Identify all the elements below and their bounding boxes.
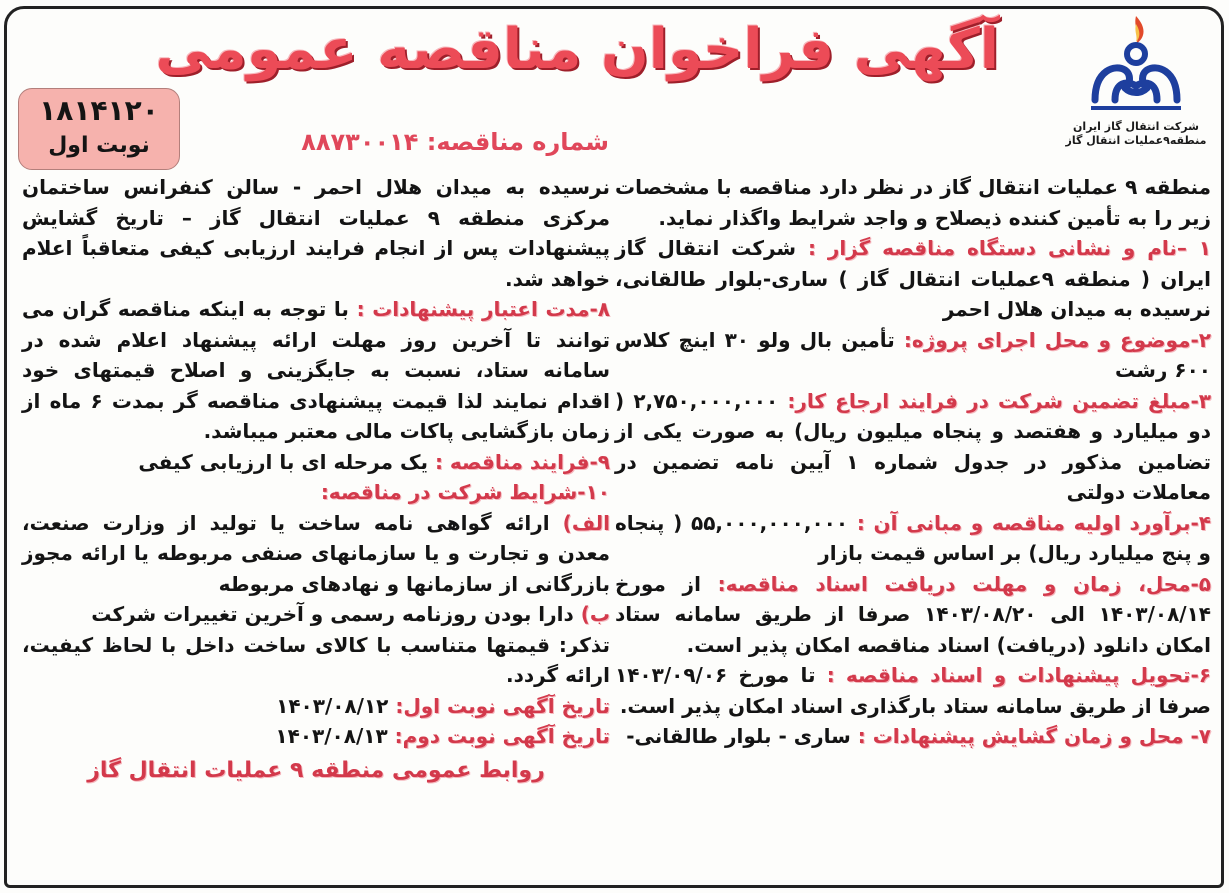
org-logo-block bbox=[1061, 10, 1211, 170]
section-9-label: ۹-فرایند مناقصه : bbox=[434, 449, 610, 474]
section-7-text: ساری - بلوار طالقانی- bbox=[626, 724, 858, 748]
section-10b-label: ب) bbox=[580, 602, 610, 626]
section-3-text: ۲,۷۵۰,۰۰۰,۰۰۰ ( دو میلیارد و هفتصد و پنجاه میلیون ریال) به صورت یکی از تضامین مذکور در جدول شماره ۱ آیین نامه تضمین در معاملات دولتی bbox=[615, 388, 1211, 504]
section-3 bbox=[615, 386, 1211, 508]
left-column bbox=[22, 172, 610, 786]
second-ad-date-value: ۱۴۰۳/۰۸/۱۳ bbox=[275, 724, 395, 748]
second-ad-date-label: تاریخ آگهی نوبت دوم: bbox=[394, 724, 610, 748]
section-9-text: یک مرحله ای با ارزیابی کیفی bbox=[138, 449, 435, 474]
section-2-text: تأمین بال ولو ۳۰ اینچ کلاس ۶۰۰ رشت bbox=[615, 327, 1211, 382]
section-10b-text: دارا بودن روزنامه رسمی و آخرین تغییرات شرکت bbox=[91, 602, 581, 626]
section-10a-label: الف) bbox=[562, 510, 610, 535]
ad-round: نوبت اول bbox=[48, 133, 150, 158]
section-5 bbox=[615, 569, 1211, 661]
tender-number: شماره مناقصه: ۸۸۷۳۰۰۱۴ bbox=[301, 128, 609, 156]
logo-org-name: شرکت انتقال گاز ایران bbox=[1073, 120, 1199, 133]
section-4-label: ۴-برآورد اولیه مناقصه و مبانی آن : bbox=[856, 510, 1211, 535]
right-column bbox=[615, 172, 1211, 752]
section-8-label: ۸-مدت اعتبار پیشنهادات : bbox=[356, 297, 610, 321]
section-6-label: ۶-تحویل پیشنهادات و اسناد مناقصه : bbox=[826, 663, 1211, 687]
section-6 bbox=[615, 660, 1211, 721]
gas-company-logo-icon bbox=[1081, 10, 1191, 120]
section-9 bbox=[22, 447, 610, 478]
section-4-text: ۵۵,۰۰۰,۰۰۰,۰۰۰ ( پنجاه و پنج میلیارد ریال) بر اساس قیمت بازار bbox=[615, 510, 1211, 565]
section-2-label: ۲-موضوع و محل اجرای پروژه: bbox=[903, 327, 1211, 352]
section-3-label: ۳-مبلغ تضمین شرکت در فرایند ارجاع کار: bbox=[787, 388, 1211, 413]
section-8 bbox=[22, 294, 610, 447]
section-10 bbox=[22, 477, 610, 508]
first-ad-date-label: تاریخ آگهی نوبت اول: bbox=[395, 693, 610, 718]
section-7-continued: نرسیده به میدان هلال احمر - سالن کنفرانس ساختمان مرکزی منطقه ۹ عملیات انتقال گاز – تاریخ گشایش پیشنهادات پس از انجام فرایند ارزیابی کیفی متعاقباً اعلام خواهد شد. bbox=[22, 175, 610, 291]
notice-title: آگهی فراخوان مناقصه عمومی bbox=[155, 17, 999, 82]
section-2 bbox=[615, 325, 1211, 386]
section-10b bbox=[22, 599, 610, 630]
section-1 bbox=[615, 233, 1211, 325]
section-5-label: ۵-محل، زمان و مهلت دریافت اسناد مناقصه: bbox=[717, 571, 1211, 596]
section-4 bbox=[615, 508, 1211, 569]
note: تذکر: قیمتها متناسب با کالای ساخت داخل با لحاظ کیفیت، ارائه گردد. bbox=[22, 632, 610, 687]
public-relations-signature: روابط عمومی منطقه ۹ عملیات انتقال گاز bbox=[87, 757, 545, 783]
section-10-label: ۱۰-شرایط شرکت در مناقصه: bbox=[320, 480, 610, 504]
ad-code: ۱۸۱۴۱۲۰ bbox=[39, 94, 159, 127]
section-5-text: از مورخ ۱۴۰۳/۰۸/۱۴ الی ۱۴۰۳/۰۸/۲۰ صرفا از طریق سامانه ستاد امکان دانلود (دریافت) اسناد مناقصه امکان پذیر است. bbox=[615, 571, 1211, 657]
first-ad-date-value: ۱۴۰۳/۰۸/۱۲ bbox=[276, 693, 396, 718]
logo-org-region: منطقه۹عملیات انتقال گاز bbox=[1065, 134, 1207, 147]
first-ad-date bbox=[22, 691, 610, 722]
section-1-label: ۱ –نام و نشانی دستگاه مناقصه گزار : bbox=[807, 236, 1212, 260]
section-10a bbox=[22, 508, 610, 600]
section-10a-text: ارائه گواهی نامه ساخت یا تولید از وزارت صنعت، معدن و تجارت و یا سازمانهای صنفی مربوطه یا ارائه مجوز بازرگانی از سازمانها و نهادهای مربوطه bbox=[22, 510, 610, 596]
second-ad-date bbox=[22, 721, 610, 752]
section-7 bbox=[615, 721, 1211, 752]
intro-paragraph: منطقه ۹ عملیات انتقال گاز در نظر دارد مناقصه با مشخصات زیر را به تأمین کننده ذیصلاح و واجد شرایط واگذار نماید. bbox=[615, 175, 1211, 230]
section-1-text: شرکت انتقال گاز ایران ( منطقه ۹عملیات انتقال گاز ) ساری-بلوار طالقانی، نرسیده به میدان هلال احمر bbox=[615, 236, 1211, 321]
section-7-label: ۷- محل و زمان گشایش پیشنهادات : bbox=[857, 724, 1211, 748]
section-8-text: با توجه به اینکه مناقصه گران می توانند تا آخرین روز مهلت ارائه پیشنهاد اعلام شده در سامانه ستاد، نسبت به جایگزینی و اصلاح قیمتهای خود اقدام نمایند لذا قیمت پیشنهادی مناقصه گر بمدت ۶ ماه از زمان بازگشایی پاکات مالی معتبر میباشد. bbox=[22, 297, 610, 443]
ad-badge bbox=[18, 88, 180, 170]
section-6-text: تا مورخ ۱۴۰۳/۰۹/۰۶ صرفا از طریق سامانه ستاد بارگذاری اسناد امکان پذیر است. bbox=[615, 663, 1211, 718]
